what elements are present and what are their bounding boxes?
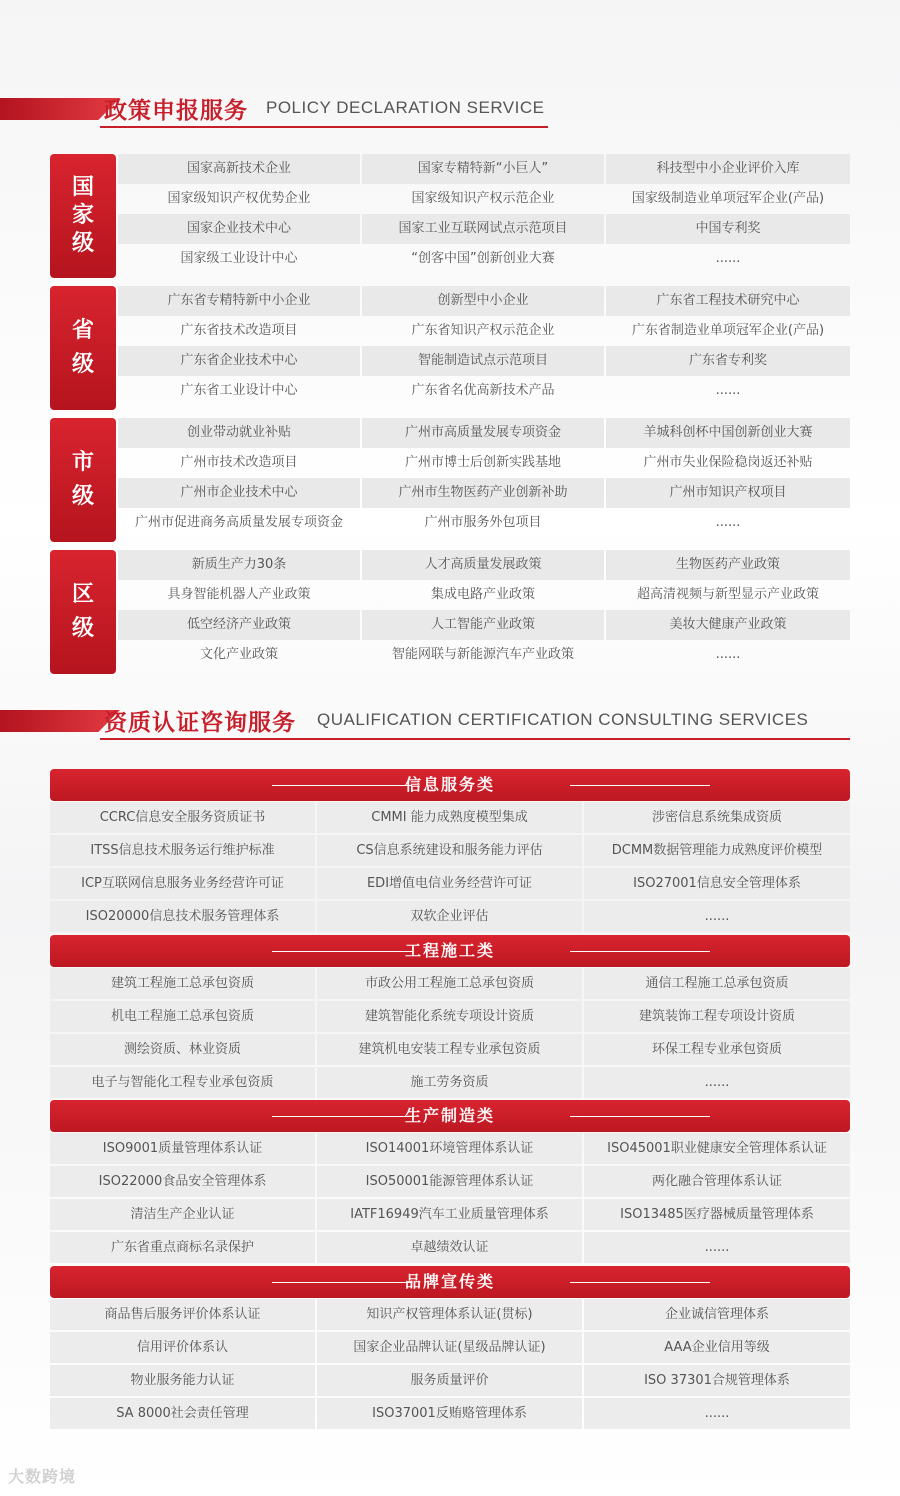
qualification-item: 市政公用工程施工总承包资质: [317, 968, 582, 999]
qualification-item: ......: [584, 901, 850, 932]
policy-item: 广州市技术改造项目: [180, 455, 298, 470]
policy-item: 文化产业政策: [199, 647, 278, 662]
qualification-item: 国家企业品牌认证(星级品牌认证): [317, 1332, 582, 1363]
qualification-item: 建筑智能化系统专项设计资质: [317, 1001, 582, 1032]
qualification-item: ISO22000食品安全管理体系: [50, 1166, 315, 1197]
level-provincial: [50, 286, 850, 410]
policy-item: 广州市促进商务高质量发展专项资金: [134, 515, 343, 530]
category-line-right: [570, 1116, 710, 1117]
policy-item: 广州市高质量发展专项资金: [362, 418, 604, 448]
qual-title-cn: 资质认证咨询服务: [104, 710, 296, 736]
policy-item: 广州市博士后创新实践基地: [404, 455, 561, 470]
policy-item: 人工智能产业政策: [362, 610, 604, 640]
qualification-item: 双软企业评估: [317, 901, 582, 932]
level-label: [50, 550, 116, 674]
policy-item: 新质生产力30条: [118, 550, 360, 580]
qualification-item: ......: [584, 1232, 850, 1263]
policy-item: 广东省技术改造项目: [180, 323, 298, 338]
category-title: 工程施工类: [404, 941, 495, 960]
policy-item: 中国专利奖: [606, 214, 850, 244]
policy-item: 广东省工程技术研究中心: [606, 286, 850, 316]
level-label-text: 国 家 级: [71, 175, 94, 256]
qual-section-header: [0, 710, 900, 754]
policy-item: 广州市生物医药产业创新补助: [362, 478, 604, 508]
qualification-item: ISO50001能源管理体系认证: [317, 1166, 582, 1197]
qualification-item: EDI增值电信业务经营许可证: [317, 868, 582, 899]
policy-item: 美妆大健康产业政策: [606, 610, 850, 640]
level-label-text: 市 级: [71, 450, 94, 509]
header-underline: [100, 126, 548, 128]
level-label: [50, 418, 116, 542]
policy-item: 国家级知识产权示范企业: [411, 191, 555, 206]
policy-title-en: POLICY DECLARATION SERVICE: [266, 98, 545, 117]
qualification-item: SA 8000社会责任管理: [50, 1398, 315, 1429]
policy-item: 广东省企业技术中心: [118, 346, 360, 376]
qualification-item: ISO13485医疗器械质量管理体系: [584, 1199, 850, 1230]
policy-item: 智能网联与新能源汽车产业政策: [391, 647, 574, 662]
policy-item: 国家级工业设计中心: [180, 251, 298, 266]
category-line-right: [570, 785, 710, 786]
policy-item: 国家企业技术中心: [118, 214, 360, 244]
policy-item: 广州市服务外包项目: [424, 515, 542, 530]
watermark: 大数跨境: [8, 1467, 77, 1486]
category-title: 信息服务类: [404, 775, 495, 794]
qualification-item: 通信工程施工总承包资质: [584, 968, 850, 999]
policy-title-cn: 政策申报服务: [104, 98, 248, 124]
policy-item: 国家工业互联网试点示范项目: [362, 214, 604, 244]
level-city: [50, 418, 850, 542]
qualification-item: DCMM数据管理能力成熟度评价模型: [584, 835, 850, 866]
qualification-item: ISO37001反贿赂管理体系: [317, 1398, 582, 1429]
qualification-item: IATF16949汽车工业质量管理体系: [317, 1199, 582, 1230]
qualification-item: 机电工程施工总承包资质: [50, 1001, 315, 1032]
category-line-right: [570, 951, 710, 952]
qualification-item: 电子与智能化工程专业承包资质: [50, 1067, 315, 1098]
category-title: 品牌宣传类: [404, 1272, 495, 1291]
policy-item: 生物医药产业政策: [606, 550, 850, 580]
qualification-item: ISO20000信息技术服务管理体系: [50, 901, 315, 932]
qualification-item: ......: [584, 1398, 850, 1429]
policy-item: 具身智能机器人产业政策: [167, 587, 311, 602]
policy-item: 集成电路产业政策: [430, 587, 535, 602]
policy-item: ......: [715, 383, 741, 398]
policy-item: “创客中国”创新创业大赛: [411, 251, 555, 266]
qualification-item: ......: [584, 1067, 850, 1098]
policy-item: 广东省工业设计中心: [180, 383, 298, 398]
qualification-item: ITSS信息技术服务运行维护标准: [50, 835, 315, 866]
qualification-item: 环保工程专业承包资质: [584, 1034, 850, 1065]
policy-item: ......: [715, 647, 741, 662]
policy-item: 国家级制造业单项冠军企业(产品): [631, 191, 825, 206]
policy-item: 国家专精特新“小巨人”: [362, 154, 604, 184]
policy-item: 广东省名优高新技术产品: [411, 383, 555, 398]
category-header-info: [50, 769, 850, 801]
qualification-item: AAA企业信用等级: [584, 1332, 850, 1363]
level-district: [50, 550, 850, 674]
policy-item: ......: [715, 251, 741, 266]
qualification-item: CS信息系统建设和服务能力评估: [317, 835, 582, 866]
policy-item: 智能制造试点示范项目: [362, 346, 604, 376]
level-national: [50, 154, 850, 278]
policy-item: 超高清视频与新型显示产业政策: [636, 587, 819, 602]
policy-item: 广东省专利奖: [606, 346, 850, 376]
policy-item: 创新型中小企业: [362, 286, 604, 316]
policy-item: 广州市失业保险稳岗返还补贴: [643, 455, 813, 470]
policy-item: 科技型中小企业评价入库: [606, 154, 850, 184]
header-accent-bar: [0, 98, 120, 120]
category-line-right: [570, 1282, 710, 1283]
qualification-item: 建筑机电安装工程专业承包资质: [317, 1034, 582, 1065]
category-header-engineering: [50, 935, 850, 967]
qualification-item: 两化融合管理体系认证: [584, 1166, 850, 1197]
qualification-item: 商品售后服务评价体系认证: [50, 1299, 315, 1330]
qual-title-en: QUALIFICATION CERTIFICATION CONSULTING SERVICES: [317, 710, 809, 729]
qualification-item: 建筑工程施工总承包资质: [50, 968, 315, 999]
policy-item: 广州市企业技术中心: [118, 478, 360, 508]
qualification-item: 服务质量评价: [317, 1365, 582, 1396]
qualification-item: CCRC信息安全服务资质证书: [50, 802, 315, 833]
policy-item: 国家高新技术企业: [118, 154, 360, 184]
qualification-item: ICP互联网信息服务业务经营许可证: [50, 868, 315, 899]
policy-item: 国家级知识产权优势企业: [167, 191, 311, 206]
level-label: [50, 286, 116, 410]
category-header-manufacturing: [50, 1100, 850, 1132]
policy-item: ......: [715, 515, 741, 530]
qualification-item: 知识产权管理体系认证(贯标): [317, 1299, 582, 1330]
policy-item: 低空经济产业政策: [118, 610, 360, 640]
qualification-item: ISO 37301合规管理体系: [584, 1365, 850, 1396]
policy-item: 创业带动就业补贴: [118, 418, 360, 448]
policy-item: 广东省制造业单项冠军企业(产品): [631, 323, 825, 338]
policy-item: 羊城科创杯中国创新创业大赛: [606, 418, 850, 448]
qualification-item: ISO9001质量管理体系认证: [50, 1133, 315, 1164]
level-label-text: 区 级: [71, 582, 94, 641]
qualification-item: 企业诚信管理体系: [584, 1299, 850, 1330]
level-label: [50, 154, 116, 278]
category-title: 生产制造类: [404, 1106, 495, 1125]
qualification-item: 广东省重点商标名录保护: [50, 1232, 315, 1263]
level-label-text: 省 级: [71, 318, 94, 377]
qualification-item: CMMI 能力成熟度模型集成: [317, 802, 582, 833]
policy-item: 广州市知识产权项目: [606, 478, 850, 508]
policy-item: 广东省专精特新中小企业: [118, 286, 360, 316]
qualification-item: 物业服务能力认证: [50, 1365, 315, 1396]
qualification-item: 清洁生产企业认证: [50, 1199, 315, 1230]
policy-item: 人才高质量发展政策: [362, 550, 604, 580]
category-header-brand: [50, 1266, 850, 1298]
qualification-item: 建筑装饰工程专项设计资质: [584, 1001, 850, 1032]
policy-item: 广东省知识产权示范企业: [411, 323, 555, 338]
qualification-item: 信用评价体系认: [50, 1332, 315, 1363]
qualification-item: ISO14001环境管理体系认证: [317, 1133, 582, 1164]
qualification-item: ISO27001信息安全管理体系: [584, 868, 850, 899]
qualification-item: 卓越绩效认证: [317, 1232, 582, 1263]
qualification-item: 施工劳务资质: [317, 1067, 582, 1098]
qualification-item: 涉密信息系统集成资质: [584, 802, 850, 833]
policy-section-header: [0, 98, 900, 142]
qualification-item: ISO45001职业健康安全管理体系认证: [584, 1133, 850, 1164]
qualification-item: 测绘资质、林业资质: [50, 1034, 315, 1065]
header-underline: [100, 738, 850, 740]
header-accent-bar: [0, 710, 120, 732]
